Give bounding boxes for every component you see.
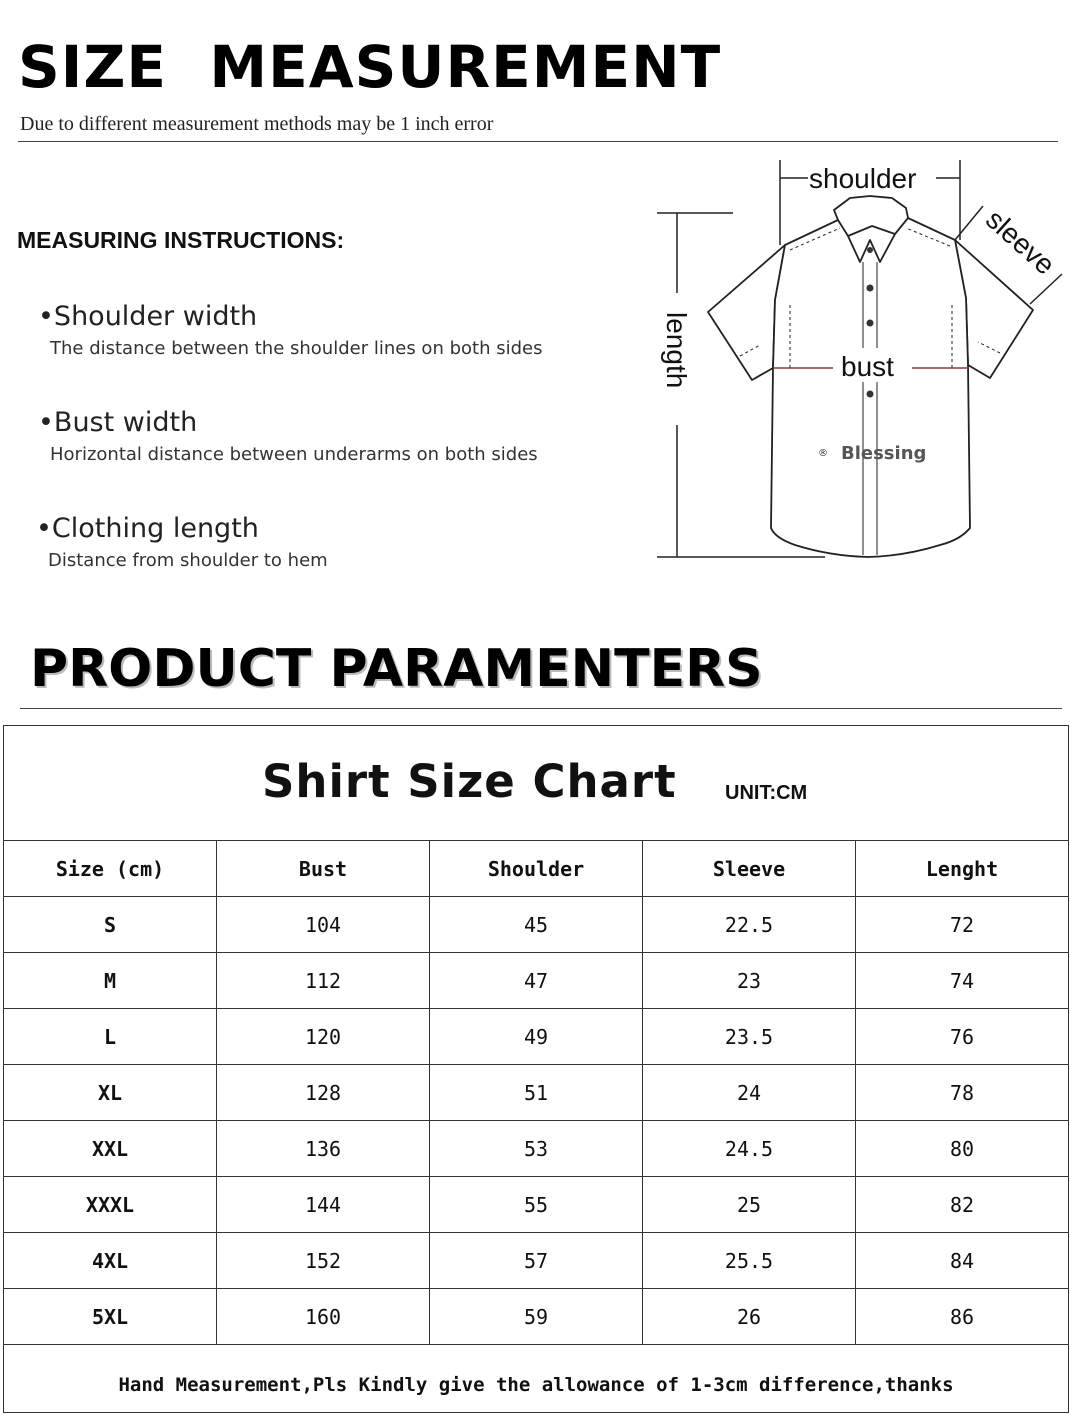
sleeve-cell: 25.5 bbox=[643, 1233, 856, 1289]
shoulder-cell: 53 bbox=[430, 1121, 643, 1177]
column-header: Shoulder bbox=[430, 841, 643, 897]
length-cell: 72 bbox=[856, 897, 1069, 953]
shoulder-cell: 47 bbox=[430, 953, 643, 1009]
bust-cell: 136 bbox=[217, 1121, 430, 1177]
instructions-heading: MEASURING INSTRUCTIONS: bbox=[17, 227, 345, 253]
shirt-diagram bbox=[640, 150, 1072, 570]
length-cell: 86 bbox=[856, 1289, 1069, 1345]
size-cell: M bbox=[4, 953, 217, 1009]
bust-cell: 112 bbox=[217, 953, 430, 1009]
column-header: Bust bbox=[217, 841, 430, 897]
size-cell: L bbox=[4, 1009, 217, 1065]
bust-cell: 104 bbox=[217, 897, 430, 953]
shoulder-cell: 55 bbox=[430, 1177, 643, 1233]
brand-mark: ® bbox=[818, 448, 828, 459]
instruction-desc-length: Distance from shoulder to hem bbox=[48, 550, 328, 571]
instruction-desc-shoulder: The distance between the shoulder lines on both sides bbox=[50, 338, 543, 359]
sleeve-cell: 25 bbox=[643, 1177, 856, 1233]
length-cell: 74 bbox=[856, 953, 1069, 1009]
column-header: Lenght bbox=[856, 841, 1069, 897]
table-row bbox=[4, 1065, 1069, 1121]
sleeve-cell: 23 bbox=[643, 953, 856, 1009]
table-row bbox=[4, 1009, 1069, 1065]
column-header: Sleeve bbox=[643, 841, 856, 897]
table-row bbox=[4, 1233, 1069, 1289]
table-row bbox=[4, 1177, 1069, 1233]
table-header-row bbox=[4, 841, 1069, 897]
size-cell: 5XL bbox=[4, 1289, 217, 1345]
shoulder-cell: 57 bbox=[430, 1233, 643, 1289]
length-cell: 84 bbox=[856, 1233, 1069, 1289]
shoulder-label: shoulder bbox=[809, 163, 917, 194]
table-row bbox=[4, 897, 1069, 953]
instruction-title-shoulder: •Shoulder width bbox=[38, 301, 258, 332]
bust-label: bust bbox=[841, 351, 894, 382]
bust-cell: 152 bbox=[217, 1233, 430, 1289]
sleeve-cell: 24 bbox=[643, 1065, 856, 1121]
page-subtitle: Due to different measurement methods may be 1 inch error bbox=[20, 113, 494, 135]
column-header: Size (cm) bbox=[4, 841, 217, 897]
length-cell: 78 bbox=[856, 1065, 1069, 1121]
size-chart-unit: UNIT:CM bbox=[725, 782, 808, 804]
instruction-title-bust: •Bust width bbox=[38, 407, 198, 438]
bust-cell: 128 bbox=[217, 1065, 430, 1121]
bust-cell: 160 bbox=[217, 1289, 430, 1345]
length-cell: 82 bbox=[856, 1177, 1069, 1233]
shoulder-cell: 49 bbox=[430, 1009, 643, 1065]
sleeve-cell: 22.5 bbox=[643, 897, 856, 953]
bust-cell: 120 bbox=[217, 1009, 430, 1065]
size-cell: S bbox=[4, 897, 217, 953]
size-chart-title: Shirt Size Chart bbox=[262, 755, 677, 808]
length-label: length bbox=[661, 312, 692, 389]
sleeve-label: sleeve bbox=[979, 203, 1061, 281]
shoulder-cell: 51 bbox=[430, 1065, 643, 1121]
shoulder-cell: 59 bbox=[430, 1289, 643, 1345]
divider bbox=[18, 141, 1058, 142]
sleeve-cell: 23.5 bbox=[643, 1009, 856, 1065]
length-cell: 80 bbox=[856, 1121, 1069, 1177]
size-cell: XL bbox=[4, 1065, 217, 1121]
instruction-desc-bust: Horizontal distance between underarms on both sides bbox=[50, 444, 538, 465]
length-cell: 76 bbox=[856, 1009, 1069, 1065]
size-cell: 4XL bbox=[4, 1233, 217, 1289]
instruction-title-length: •Clothing length bbox=[36, 513, 259, 544]
page-title: SIZE MEASUREMENT bbox=[18, 33, 722, 101]
divider bbox=[20, 708, 1062, 709]
brand-name: Blessing bbox=[841, 443, 927, 464]
size-table bbox=[3, 840, 1069, 1345]
table-row bbox=[4, 1289, 1069, 1345]
table-row bbox=[4, 953, 1069, 1009]
size-chart-footnote: Hand Measurement,Pls Kindly give the allowance of 1-3cm difference,thanks bbox=[118, 1374, 954, 1396]
sleeve-cell: 26 bbox=[643, 1289, 856, 1345]
size-cell: XXL bbox=[4, 1121, 217, 1177]
section-title-product: PRODUCT PARAMENTERS bbox=[30, 639, 763, 699]
size-cell: XXXL bbox=[4, 1177, 217, 1233]
sleeve-cell: 24.5 bbox=[643, 1121, 856, 1177]
table-row bbox=[4, 1121, 1069, 1177]
bust-cell: 144 bbox=[217, 1177, 430, 1233]
shoulder-cell: 45 bbox=[430, 897, 643, 953]
